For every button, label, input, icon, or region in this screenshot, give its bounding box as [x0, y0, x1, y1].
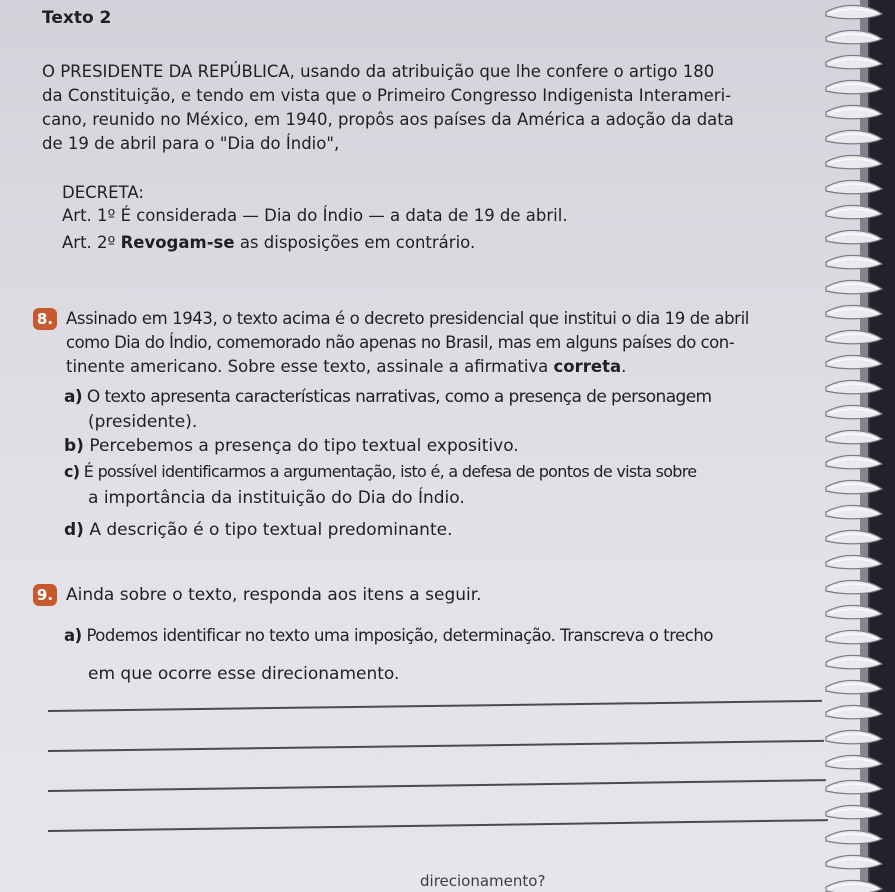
- article-2-text: as disposições em contrário.: [239, 233, 476, 252]
- article-2: [62, 233, 475, 253]
- option-d[interactable]: [64, 520, 453, 540]
- spiral-binding: [820, 0, 895, 892]
- question-8-line: [66, 357, 626, 377]
- option-c[interactable]: [64, 462, 696, 482]
- option-b-text: Percebemos a presença do tipo textual expositivo.: [89, 436, 519, 456]
- question-8-line3-post: .: [621, 357, 627, 376]
- item-a-continuation: em que ocorre esse direcionamento.: [88, 664, 400, 684]
- option-a-text: O texto apresenta características narrativas, como a presença de personagem: [86, 387, 712, 407]
- intro-line: de 19 de abril para o "Dia do Índio",: [42, 134, 340, 153]
- option-d-label: d): [64, 520, 84, 540]
- option-b[interactable]: [64, 436, 519, 456]
- article-1-text: É considerada — Dia do Índio — a data de 19 de abril.: [120, 206, 568, 225]
- spiral-binding-graphic: [820, 0, 895, 892]
- article-1: [62, 206, 568, 226]
- option-c-label: c): [64, 462, 80, 481]
- decreta-label: DECRETA:: [62, 183, 144, 202]
- answer-line[interactable]: [48, 740, 824, 752]
- cutoff-text: direcionamento?: [420, 872, 546, 890]
- article-2-prefix: Art. 2º: [62, 233, 116, 252]
- option-c-continuation: a importância da instituição do Dia do Índio.: [88, 488, 465, 508]
- text-title: Texto 2: [42, 8, 112, 28]
- question-8-line: como Dia do Índio, comemorado não apenas no Brasil, mas em alguns países do con-: [66, 333, 735, 352]
- option-d-text: A descrição é o tipo textual predominante.: [89, 520, 453, 540]
- option-a-continuation: (presidente).: [88, 412, 198, 432]
- question-9-badge: 9.: [33, 584, 57, 606]
- answer-line[interactable]: [48, 700, 822, 712]
- article-2-bold: Revogam-se: [120, 233, 235, 252]
- question-8-line3-pre: tinente americano. Sobre esse texto, assinale a afirmativa: [66, 357, 549, 376]
- question-9-text: Ainda sobre o texto, responda aos itens a seguir.: [66, 585, 482, 605]
- article-1-prefix: Art. 1º: [62, 206, 116, 225]
- question-8-badge: 8.: [33, 308, 57, 330]
- option-a[interactable]: [64, 387, 712, 407]
- intro-line: da Constituição, e tendo em vista que o Primeiro Congresso Indigenista Interameri-: [42, 86, 732, 105]
- item-a-label: a): [64, 626, 82, 645]
- answer-line[interactable]: [48, 819, 828, 831]
- option-b-label: b): [64, 436, 84, 456]
- answer-line[interactable]: [48, 779, 826, 791]
- question-9-item-a: [64, 626, 713, 646]
- intro-line: cano, reunido no México, em 1940, propôs aos países da América a adoção da data: [42, 110, 734, 129]
- item-a-text: Podemos identificar no texto uma imposição, determinação. Transcreva o trecho: [86, 626, 713, 645]
- question-8-line: Assinado em 1943, o texto acima é o decreto presidencial que institui o dia 19 de abril: [66, 309, 749, 328]
- intro-line: O PRESIDENTE DA REPÚBLICA, usando da atribuição que lhe confere o artigo 180: [42, 62, 715, 81]
- option-c-text: É possível identificarmos a argumentação, isto é, a defesa de pontos de vista sobre: [83, 462, 697, 481]
- question-8-correct-word: correta: [553, 357, 622, 376]
- option-a-label: a): [64, 387, 83, 407]
